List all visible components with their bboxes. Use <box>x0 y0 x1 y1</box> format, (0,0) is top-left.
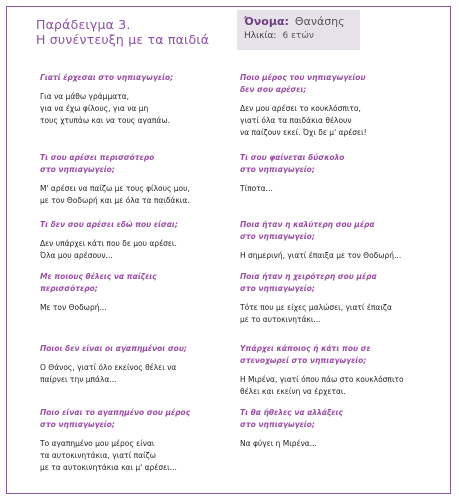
answer-line: για να έχω φίλους, για να μη <box>40 104 149 113</box>
answer-line: Το αγαπημένο μου μέρος είναι <box>40 439 155 448</box>
name-row <box>244 14 360 29</box>
answer-line: Με τον Θοδωρή... <box>40 303 107 312</box>
question-line: Τι θα ήθελες να αλλάξεις <box>240 408 343 417</box>
answer-line: Τίποτα... <box>240 184 273 193</box>
child-info-box <box>237 10 360 50</box>
question-line: στο νηπιαγωγείο; <box>240 232 315 241</box>
answer <box>240 103 445 139</box>
name-label: Όνομα: <box>244 15 289 28</box>
age-value: 6 ετών <box>282 31 314 41</box>
question <box>40 407 230 431</box>
answer-line: Η σημερινή, γιατί έπαιξα με τον Θοδωρή... <box>240 251 402 260</box>
qa-block <box>240 219 445 262</box>
qa-block <box>240 343 445 398</box>
question <box>240 219 445 243</box>
title-line-1: Παράδειγμα 3. <box>36 17 131 32</box>
qa-block <box>40 343 230 386</box>
question-line: Τι σου φαίνεται δύσκολο <box>240 153 345 162</box>
age-label: Ηλικία: <box>244 31 277 41</box>
answer-line: με τον Θοδωρή και με όλα τα παιδάκια. <box>40 196 190 205</box>
qa-block <box>240 72 445 139</box>
answer <box>40 302 230 314</box>
qa-block <box>240 271 445 326</box>
answer-line: γιατί όλα τα παιδάκια θέλουν <box>240 116 352 125</box>
question-line: Γιατί έρχεσαι στο νηπιαγωγείο; <box>40 73 174 82</box>
answer-line: τα αυτοκινητάκια, γιατί παίζω <box>40 451 156 460</box>
question-line: Ποιο είναι το αγαπημένο σου μέρος <box>40 408 191 417</box>
answer-line: Ο Θάνος, γιατί όλο εκείνος θέλει να <box>40 363 177 372</box>
question-line: περισσότερο; <box>40 284 98 293</box>
title-line-2: Η συνέντευξη με τα παιδιά <box>36 32 210 47</box>
page-title <box>36 17 209 47</box>
question-line: στο νηπιαγωγείο; <box>40 165 115 174</box>
qa-block <box>240 152 445 195</box>
answer <box>40 183 230 207</box>
answer-line: Μ' αρέσει να παίζω με τους φίλους μου, <box>40 184 190 193</box>
question-line: στο νηπιαγωγείο; <box>240 165 315 174</box>
answer-line: Δεν υπάρχει κάτι που δε μου αρέσει. <box>40 239 177 248</box>
question-line: δεν σου αρέσει; <box>240 85 307 94</box>
question <box>40 343 230 355</box>
answer-line: με το αυτοκινητάκι... <box>240 315 321 324</box>
answer-line: Η Μιρένα, γιατί όπου πάω στο κουκλόσπιτο <box>240 375 404 384</box>
question-line: στο νηπιαγωγείο; <box>40 420 115 429</box>
question <box>40 219 230 231</box>
answer <box>40 438 230 474</box>
qa-block <box>40 152 230 207</box>
answer-line: να παίζουν εκεί. Όχι δε μ' αρέσει! <box>240 128 367 137</box>
answer <box>240 250 445 262</box>
question <box>40 152 230 176</box>
question <box>40 72 230 84</box>
question-line: Ποιο μέρος του νηπιαγωγείου <box>240 73 366 82</box>
question <box>240 72 445 96</box>
qa-block <box>240 407 445 450</box>
qa-block <box>40 72 230 127</box>
qa-block <box>40 271 230 314</box>
name-value: Θανάσης <box>294 15 345 28</box>
age-row <box>244 29 360 44</box>
question-line: Υπάρχει κάποιος ή κάτι που σε <box>240 344 371 353</box>
question <box>240 152 445 176</box>
answer-line: Τότε που με είχες μαλώσει, γιατί έπαιζα <box>240 303 392 312</box>
question-line: στο νηπιαγωγείο; <box>240 284 315 293</box>
answer-line: Όλα μου αρέσουν... <box>40 251 113 260</box>
answer <box>240 302 445 326</box>
answer-line: Να φύγει η Μιρένα... <box>240 439 317 448</box>
qa-block <box>40 219 230 262</box>
question <box>40 271 230 295</box>
question-line: Με ποιους θέλεις να παίζεις <box>40 272 157 281</box>
answer-line: Δεν μου αρέσει το κουκλόσπιτο, <box>240 104 361 113</box>
answer-line: θέλει και εκείνη να έρχεται. <box>240 387 346 396</box>
question-line: Ποιοι δεν είναι οι αγαπημένοι σου; <box>40 344 187 353</box>
qa-block <box>40 407 230 474</box>
question <box>240 343 445 367</box>
answer-line: με τα αυτοκινητάκια και μ' αρέσει... <box>40 463 177 472</box>
answer <box>240 438 445 450</box>
answer <box>240 374 445 398</box>
answer-line: παίρνει την μπάλα... <box>40 375 117 384</box>
answer <box>40 362 230 386</box>
answer <box>40 238 230 262</box>
question-line: στενοχωρεί στο νηπιαγωγείο; <box>240 356 367 365</box>
question-line: Ποια ήταν η καλύτερη σου μέρα <box>240 220 375 229</box>
answer <box>240 183 445 195</box>
question-line: Τι σου αρέσει περισσότερο <box>40 153 155 162</box>
question <box>240 407 445 431</box>
question-line: στο νηπιαγωγείο; <box>240 420 315 429</box>
question <box>240 271 445 295</box>
question-line: Ποια ήταν η χειρότερη σου μέρα <box>240 272 377 281</box>
question-line: Τι δεν σου αρέσει εδώ που είσαι; <box>40 220 178 229</box>
answer <box>40 91 230 127</box>
answer-line: τους χτυπάω και να τους αγαπάω. <box>40 116 171 125</box>
answer-line: Για να μάθω γράμματα, <box>40 92 130 101</box>
